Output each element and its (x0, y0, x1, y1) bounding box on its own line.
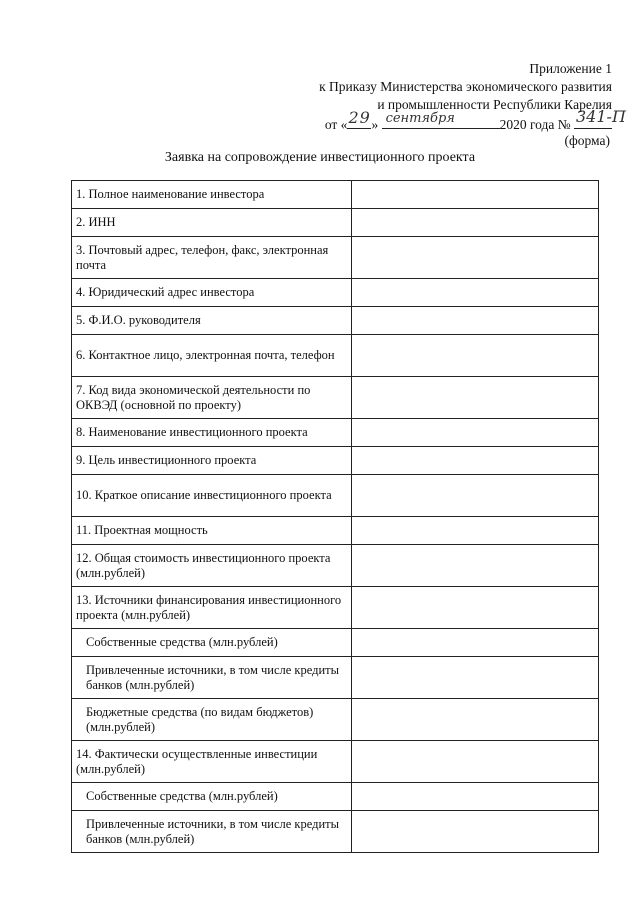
row-label: 3. Почтовый адрес, телефон, факс, электронная почта (72, 237, 352, 279)
order-date-line (324, 107, 626, 133)
row-value (352, 377, 599, 419)
page-title: Заявка на сопровождение инвестиционного проекта (164, 150, 476, 165)
order-reference-line: к Приказу Министерства экономического развития (319, 79, 612, 94)
row-value (352, 629, 599, 657)
month-blank (382, 111, 500, 129)
row-value (352, 699, 599, 741)
table-row (72, 377, 599, 419)
row-label: Бюджетные средства (по видам бюджетов) (млн.рублей) (72, 699, 352, 741)
row-value (352, 279, 599, 307)
date-year: 2020 года № (499, 117, 571, 132)
handwritten-day: 29 (348, 108, 371, 127)
row-value (352, 783, 599, 811)
row-label: Собственные средства (млн.рублей) (72, 783, 352, 811)
row-value (352, 209, 599, 237)
day-blank (347, 108, 371, 129)
row-label: 9. Цель инвестиционного проекта (72, 447, 352, 475)
table-row (72, 447, 599, 475)
row-label: Привлеченные источники, в том числе кредиты банков (млн.рублей) (72, 811, 352, 853)
table-row (72, 811, 599, 853)
row-value (352, 811, 599, 853)
row-label: 14. Фактически осуществленные инвестиции (млн.рублей) (72, 741, 352, 783)
row-value (352, 335, 599, 377)
date-mid: » (371, 117, 379, 132)
table-row (72, 335, 599, 377)
application-table (71, 180, 599, 853)
table-row (72, 545, 599, 587)
table-row (72, 237, 599, 279)
row-label: 10. Краткое описание инвестиционного проекта (72, 475, 352, 517)
row-label: 6. Контактное лицо, электронная почта, телефон (72, 335, 352, 377)
number-blank (574, 107, 626, 129)
row-value (352, 545, 599, 587)
table-row (72, 209, 599, 237)
row-label: 1. Полное наименование инвестора (72, 181, 352, 209)
table-row (72, 657, 599, 699)
table-row (72, 419, 599, 447)
row-value (352, 587, 599, 629)
handwritten-month: сентября (385, 111, 455, 126)
row-label: 13. Источники финансирования инвестиционного проекта (млн.рублей) (72, 587, 352, 629)
row-value (352, 237, 599, 279)
table-row (72, 475, 599, 517)
row-value (352, 447, 599, 475)
date-prefix: от « (324, 117, 348, 132)
row-value (352, 657, 599, 699)
row-label: 7. Код вида экономической деятельности по ОКВЭД (основной по проекту) (72, 377, 352, 419)
row-label: 4. Юридический адрес инвестора (72, 279, 352, 307)
handwritten-order-number: 341-П (576, 107, 626, 126)
table-row (72, 181, 599, 209)
table-row (72, 699, 599, 741)
row-label: Собственные средства (млн.рублей) (72, 629, 352, 657)
appendix-label: Приложение 1 (529, 61, 612, 76)
row-label: 5. Ф.И.О. руководителя (72, 307, 352, 335)
row-label: 8. Наименование инвестиционного проекта (72, 419, 352, 447)
row-value (352, 741, 599, 783)
row-value (352, 419, 599, 447)
ministry-line: и промышленности Республики Карелия (377, 97, 612, 112)
table-row (72, 629, 599, 657)
row-label: Привлеченные источники, в том числе кредиты банков (млн.рублей) (72, 657, 352, 699)
table-row (72, 279, 599, 307)
row-value (352, 517, 599, 545)
row-label: 2. ИНН (72, 209, 352, 237)
table-row (72, 517, 599, 545)
table-row (72, 307, 599, 335)
form-note: (форма) (564, 133, 610, 148)
row-label: 11. Проектная мощность (72, 517, 352, 545)
row-value (352, 181, 599, 209)
table-row (72, 587, 599, 629)
table-row (72, 783, 599, 811)
row-value (352, 475, 599, 517)
table-row (72, 741, 599, 783)
row-label: 12. Общая стоимость инвестиционного проекта (млн.рублей) (72, 545, 352, 587)
row-value (352, 307, 599, 335)
